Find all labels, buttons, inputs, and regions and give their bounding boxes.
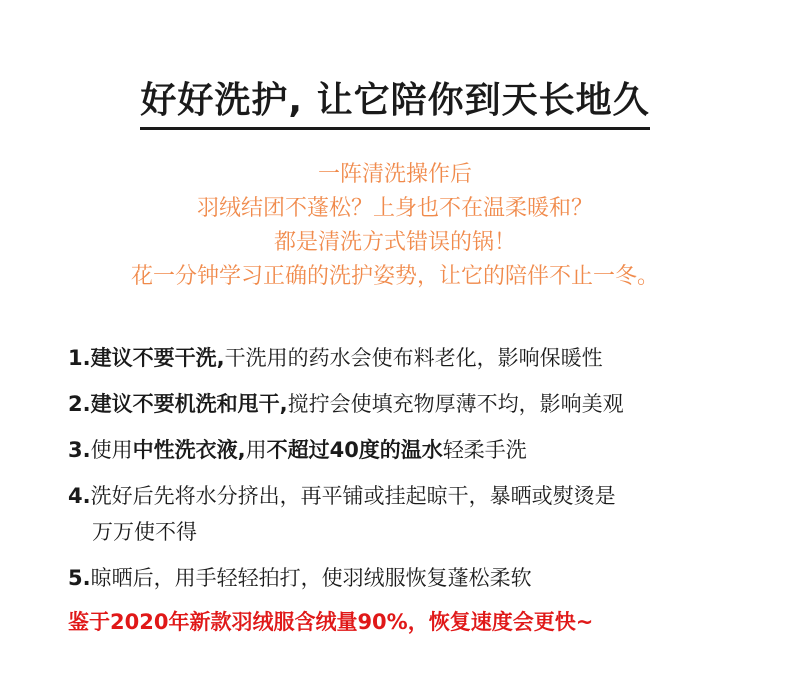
rule-number: 2. (68, 392, 91, 416)
page-title (0, 72, 790, 130)
rule-text: 使用 (90, 438, 133, 462)
rule-number: 5. (68, 566, 91, 590)
title-text: 好好洗护, 让它陪你到天长地久 (140, 72, 649, 130)
rule-5 (68, 560, 758, 596)
intro-line: 一阵清洗操作后 (317, 162, 472, 187)
intro-line: 都是清洗方式错误的锅！ (273, 230, 516, 255)
rule-text: 用 (245, 438, 267, 462)
intro-block (0, 158, 790, 294)
rule-bold: 建议不要干洗, (90, 346, 225, 370)
rule-text: 搅拧会使填充物厚薄不均，影响美观 (287, 392, 624, 416)
rule-number: 4. (68, 484, 91, 508)
rule-bold: 中性洗衣液, (132, 438, 246, 462)
rule-text: 干洗用的药水会使布料老化，影响保暖性 (224, 346, 603, 370)
rule-1 (68, 340, 758, 376)
highlight-note: 鉴于2020年新款羽绒服含绒量90%，恢复速度会更快~ (68, 610, 594, 634)
rule-text: 洗好后先将水分挤出，再平铺或挂起晾干，暴晒或熨烫是 (90, 484, 616, 508)
rule-text: 晾晒后，用手轻轻拍打，使羽绒服恢复蓬松柔软 (90, 566, 532, 590)
rule-3 (68, 432, 758, 468)
intro-line: 羽绒结团不蓬松？上身也不在温柔暖和？ (196, 196, 593, 221)
rule-4 (68, 478, 758, 550)
care-rules-list (68, 340, 758, 638)
rule-2 (68, 386, 758, 422)
rule-number: 3. (68, 438, 91, 462)
rule-text: 轻柔手洗 (442, 438, 527, 462)
rule-bold: 建议不要机洗和甩干, (90, 392, 288, 416)
rule-number: 1. (68, 346, 91, 370)
rule-text-continued: 万万使不得 (92, 520, 197, 544)
intro-line: 花一分钟学习正确的洗护姿势，让它的陪伴不止一冬。 (130, 264, 659, 289)
rule-bold: 不超过40度的温水 (266, 438, 443, 462)
